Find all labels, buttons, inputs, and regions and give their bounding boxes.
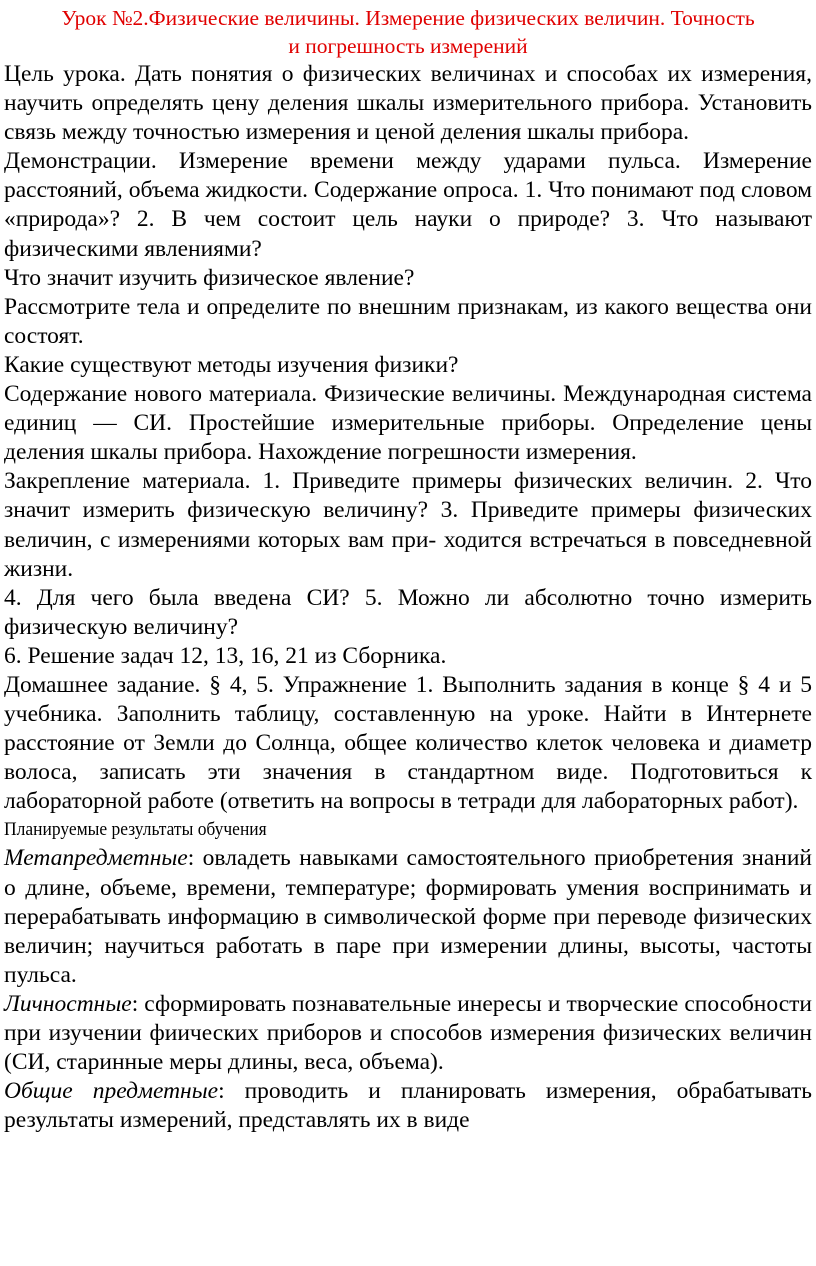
- lesson-body: [4, 60, 812, 1135]
- meta-results: [4, 844, 812, 989]
- demonstrations: Демонстрации. Измерение времени между ударами пульса. Измерение расстояний, объема жидкости. Содержание опроса. 1. Что понимают под словом: [4, 148, 812, 204]
- lesson-title-line-1: Урок №2.Физические величины. Измерение физических величин. Точность: [61, 6, 755, 30]
- personal-results: [4, 990, 812, 1077]
- consolidation: Закрепление материала. 1. Приведите примеры физических величин. 2. Что значит измерить физическую величину? 3. Приведите примеры физических величин, с измерениями которых вам при- ходится встречаться в повседневной жизни.: [4, 468, 812, 582]
- question-bodies: Рассмотрите тела и определите по внешним признакам, из какого вещества они состоят.: [4, 293, 812, 349]
- question-nature: «природа»? 2. В чем состоит цель науки о природе? 3. Что называют физическими явлениями?: [4, 206, 812, 262]
- lesson-goal: Цель урока. Дать понятия о физических величинах и способах их измерения, научить определять цену деления шкалы измерительного прибора. Установить связь между точностью измерения и ценой деления шкалы прибора.: [4, 61, 812, 146]
- new-material: Содержание нового материала. Физические величины. Международная система единиц — СИ. Простейшие измерительные приборы. Определение цены деления шкалы прибора. Нахождение погрешности измерения.: [4, 381, 812, 466]
- homework: Домашнее задание. § 4, 5. Упражнение 1. Выполнить задания в конце § 4 и 5 учебника. Заполнить таблицу, составленную на уроке. Найти в Интернете расстояние от Земли до Солнца, общее количество клеток человека и диаметр волоса, записать эти значения в стандартном виде. Подготовиться к лабораторной работе (ответить на вопросы в тетради для лабораторных работ).: [4, 671, 812, 815]
- question-si: 4. Для чего была введена СИ? 5. Можно ли абсолютно точно измерить физическую величину?: [4, 584, 812, 640]
- general-results-text: : проводить и планировать измерения, обрабатывать результаты измерений, представлять их в виде: [4, 1078, 812, 1134]
- personal-results-text: : сформировать познавательные инересы и творческие способности при изучении фиических приборов и способов измерения физических величин (СИ, старинные меры длины, веса, объема).: [4, 990, 812, 1076]
- lesson-title-line-2: и погрешность измерений: [288, 34, 528, 58]
- lesson-title: [4, 2, 812, 60]
- meta-results-text: : овладеть навыками самостоятельного приобретения знаний о длине, объеме, времени, температуре; формировать умения воспринимать и перерабатывать информацию в символической форме при переводе физических величин; научиться работать в паре при измерении длины, высоты, частоты пульса.: [4, 845, 812, 988]
- meta-results-label: Метапредметные: [4, 845, 188, 872]
- personal-results-label: Личностные: [4, 990, 132, 1017]
- planned-results-heading: Планируемые результаты обучения: [4, 819, 267, 841]
- general-results: [4, 1077, 812, 1135]
- general-results-label: Общие предметные: [4, 1078, 219, 1105]
- question-methods: Какие существуют методы изучения физики?: [4, 351, 459, 378]
- question-tasks: 6. Решение задач 12, 13, 16, 21 из Сборника.: [4, 642, 447, 669]
- question-study: Что значит изучить физическое явление?: [4, 264, 415, 291]
